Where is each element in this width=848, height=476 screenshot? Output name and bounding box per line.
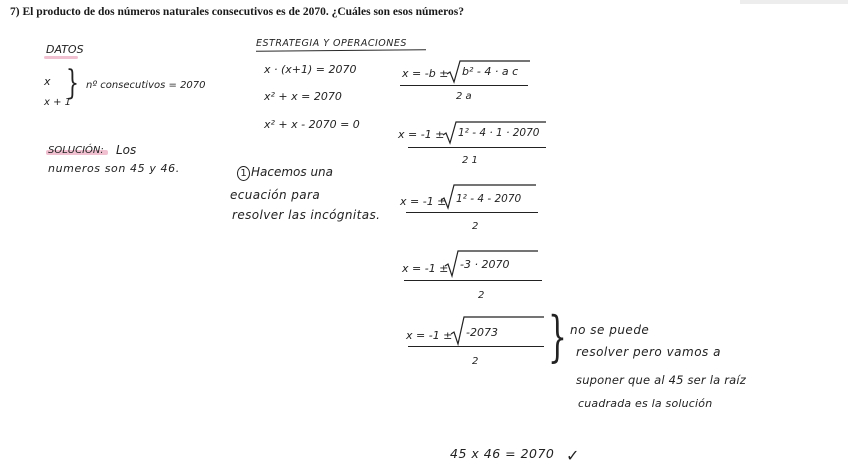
formula-3-fraction-line [406, 212, 538, 213]
formula-5-radicand: -2073 [466, 326, 498, 339]
formula-4-radicand: -3 · 2070 [460, 258, 510, 271]
equation-3: x² + x - 2070 = 0 [264, 118, 360, 131]
formula-2-denominator: 2 1 [462, 155, 478, 166]
formula-5-denominator: 2 [472, 356, 479, 367]
formula-5-fraction-line [408, 346, 544, 347]
estrategia-heading: ESTRATEGIA Y OPERACIONES [256, 38, 407, 49]
formula-2-radicand: 1² - 4 · 1 · 2070 [458, 127, 540, 139]
solucion-text-2: numeros son 45 y 46. [48, 162, 180, 175]
note-line-3: suponer que al 45 ser la raíz [576, 373, 747, 387]
top-bar [740, 0, 848, 4]
formula-1-radicand: b² - 4 · a c [462, 65, 519, 78]
formula-4-left: x = -1 ± [402, 262, 449, 275]
checkmark-icon: ✓ [566, 446, 580, 465]
step-line-1 [237, 166, 333, 181]
equation-1: x · (x+1) = 2070 [264, 63, 357, 76]
step-line-1-text: Hacemos una [251, 165, 334, 179]
datos-highlight [44, 56, 78, 59]
datos-var2: x + 1 [44, 97, 72, 108]
equation-2: x² + x = 2070 [264, 90, 342, 103]
formula-3-left: x = -1 ± [400, 195, 447, 208]
formula-2-fraction-line [408, 147, 546, 148]
formula-4-fraction-line [404, 280, 542, 281]
datos-note: nº consecutivos = 2070 [86, 80, 206, 91]
step-line-2: ecuación para [230, 188, 321, 202]
formula-3-denominator: 2 [472, 221, 479, 232]
formula-2-left: x = -1 ± [398, 128, 445, 141]
note-line-1: no se puede [570, 323, 650, 337]
brace-right-icon: } [548, 305, 567, 368]
formula-4-denominator: 2 [478, 290, 485, 301]
solucion-text-1: Los [116, 143, 137, 157]
step-line-3: resolver las incógnitas. [232, 208, 381, 222]
note-line-2: resolver pero vamos a [576, 345, 721, 359]
formula-1-left: x = -b ± [402, 67, 449, 80]
solucion-label: SOLUCIÓN: [48, 145, 104, 156]
step-number: 1 [237, 166, 250, 181]
datos-var1: x [44, 75, 51, 88]
formula-5-left: x = -1 ± [406, 329, 453, 342]
estrategia-underline [256, 49, 426, 51]
question-text: 7) El producto de dos números naturales consecutivos es de 2070. ¿Cuáles son esos números? [10, 6, 464, 18]
verification-text: 45 x 46 = 2070 [450, 446, 555, 461]
formula-1-fraction-line [400, 85, 528, 86]
formula-3-radicand: 1² - 4 - 2070 [456, 193, 522, 205]
datos-heading: DATOS [46, 43, 84, 56]
formula-1-denominator: 2 a [456, 91, 472, 102]
note-line-4: cuadrada es la solución [578, 397, 713, 410]
brace-left-icon: } [66, 63, 79, 103]
